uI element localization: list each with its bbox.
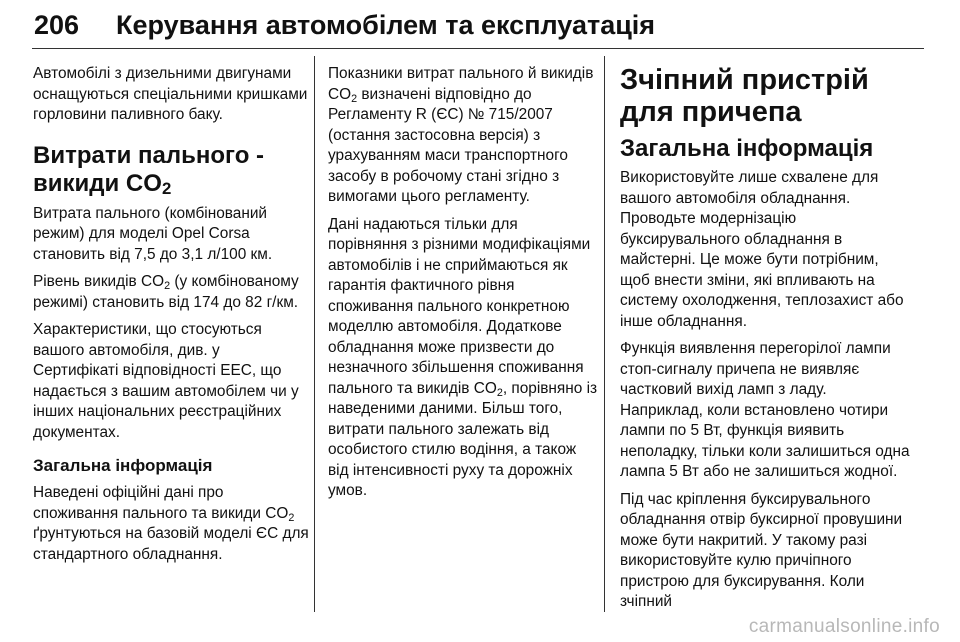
subheading-general-info: Загальна інформація: [33, 456, 213, 475]
paragraph: Функція виявлення перегорілої лампи стоп-сигналу причепа не виявляє частковий вихід ламп з ладу. Наприклад, коли встановлено чотири лампи по 5 Вт, функція виявить неполадку, тільки коли залишиться одна лампа 5 Вт або не залишиться жодної.: [620, 340, 910, 480]
section-title-towing-device: Зчіпний пристрій для причепа: [620, 64, 869, 128]
column-middle: [328, 64, 598, 509]
paragraph: Під час кріплення буксирувального обладнання отвір буксирної провушини може бути накритий. У такому разі використовуйте кулю причіпного пристрою для буксирування. Коли зчіпний: [620, 490, 903, 610]
paragraph: Наведені офіційні дані про споживання пального та викиди $CO_2$ ґрунтуються на базовій моделі ЄС для стандартного обладнання.: [33, 484, 309, 563]
paragraph: Рівень викидів $CO_2$ (у комбінованому режимі) становить від 174 до 82 г/км.: [33, 273, 299, 311]
header-divider: [32, 48, 924, 49]
column-right: [620, 64, 912, 620]
page-title: Керування автомобілем та експлуатація: [116, 10, 656, 40]
column-divider-2: [604, 56, 605, 612]
paragraph: Використовуйте лише схвалене для вашого автомобіля обладнання. Проводьте модернізацію буксирувального обладнання в майстерні. Це може бути потрібним, щоб внести зміни, які впливають на систему охолодження, теплозахист або інше обладнання.: [620, 169, 904, 330]
column-divider-1: [314, 56, 315, 612]
subheading-general-info: Загальна інформація: [620, 135, 874, 162]
paragraph: Витрата пального (комбінований режим) для моделі Opel Corsa становить від 7,5 до 3,1 л/100 км.: [33, 204, 273, 263]
page-header: [34, 8, 924, 48]
paragraph: Показники витрат пального й викидів $CO_2$ визначені відповідно до Регламенту R (ЄС) № 715/2007 (остання застосовна версія) з урахуванням маси транспортного засобу в робочому стані згідно з вимогами цього регламенту.: [328, 65, 594, 205]
watermark: carmanualsonline.info: [748, 616, 940, 637]
paragraph: Характеристики, що стосуються вашого автомобіля, див. у Сертифікаті відповідності ЕЕС, що надається з вашим автомобілем чи у інших національних реєстраційних документах.: [33, 321, 299, 441]
section-heading-fuel-consumption: Витрати пального - викиди $CO_2$: [33, 141, 265, 198]
page-number: 206: [34, 10, 80, 40]
column-left: [33, 64, 309, 572]
paragraph: Автомобілі з дизельними двигунами оснащуються спеціальними кришками горловини паливного баку.: [33, 65, 308, 123]
paragraph: Дані надаються тільки для порівняння з різними модифікаціями автомобілів і не сприймаються як гарантія фактичного рівня споживання пального конкретною моделлю автомобіля. Додаткове обладнання може призвести до незначного збільшення споживання пального та викидів $CO_2$, порівняно із наведеними даними. Більш того, витрати пального залежать від особистого стилю водіння, а також від інтенсивності руху та дорожніх умов.: [328, 215, 598, 499]
